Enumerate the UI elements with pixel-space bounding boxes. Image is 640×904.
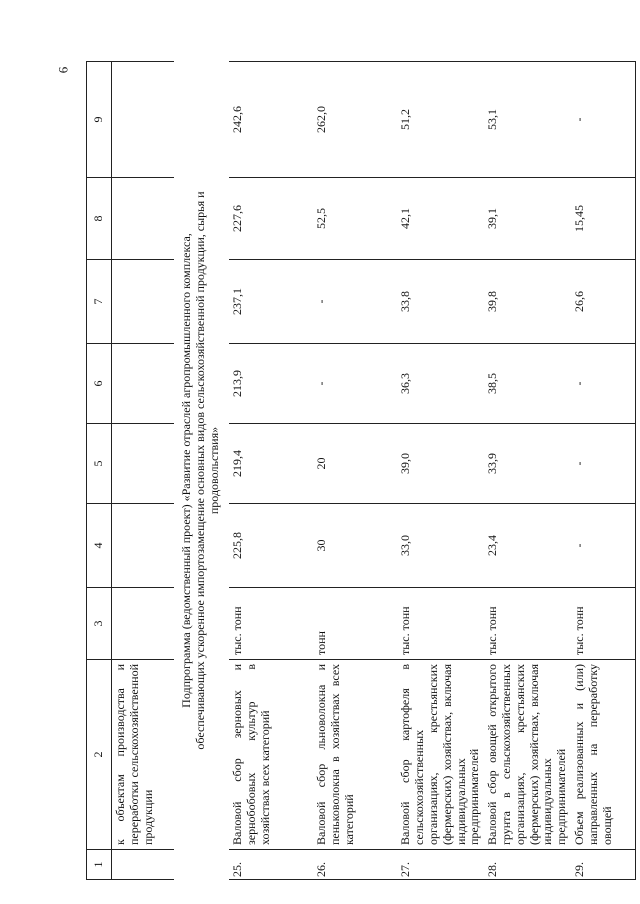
page-number: 6 xyxy=(55,66,71,74)
value-cell: 23,4 xyxy=(484,504,571,588)
header-cell: 4 xyxy=(87,504,112,588)
header-cell: 1 xyxy=(87,850,112,880)
continuation-text: к объектам производства и переработки сельскохозяйственной продукции xyxy=(112,660,175,850)
unit-cell: тыс. тонн xyxy=(484,588,571,660)
value-cell: 213,9 xyxy=(229,344,313,424)
value-cell: - xyxy=(313,260,397,344)
table-row xyxy=(484,62,571,880)
table-cell xyxy=(112,344,175,424)
value-cell: 51,2 xyxy=(397,62,484,178)
table-cell xyxy=(112,62,175,178)
table-row xyxy=(229,62,313,880)
subprogram-title: Подпрограмма (ведомственный проект) «Развитие отраслей агропромышленного комплекса, обеспечивающих ускоренное импортозамещение основных видов сельскохозяйственной продукции, сырья и продовольствия» xyxy=(179,191,221,750)
table-cell xyxy=(112,178,175,260)
value-cell: - xyxy=(571,424,636,504)
row-number: 28. xyxy=(484,850,571,880)
table-row xyxy=(313,62,397,880)
indicators-table xyxy=(86,61,636,880)
value-cell: 242,6 xyxy=(229,62,313,178)
value-cell: 39,0 xyxy=(397,424,484,504)
value-cell: 42,1 xyxy=(397,178,484,260)
value-cell: 33,9 xyxy=(484,424,571,504)
indicator-name: Валовой сбор льноволокна и пеньковолокна в хозяйствах всех категорий xyxy=(313,660,397,850)
value-cell: 39,8 xyxy=(484,260,571,344)
value-cell: - xyxy=(313,344,397,424)
value-cell: 38,5 xyxy=(484,344,571,424)
unit-cell: тыс. тонн xyxy=(229,588,313,660)
value-cell: - xyxy=(571,62,636,178)
value-cell: 33,8 xyxy=(397,260,484,344)
unit-cell: тыс. тонн xyxy=(397,588,484,660)
table-cell xyxy=(112,588,175,660)
value-cell: 219,4 xyxy=(229,424,313,504)
continuation-row xyxy=(112,62,175,880)
value-cell: 225,8 xyxy=(229,504,313,588)
value-cell: - xyxy=(571,344,636,424)
value-cell: 227,6 xyxy=(229,178,313,260)
header-cell: 5 xyxy=(87,424,112,504)
indicator-name: Валовой сбор картофеля в сельскохозяйственных организациях, крестьянских (фермерских) хозяйствах, включая индивидуальных предпринимателей xyxy=(397,660,484,850)
value-cell: 20 xyxy=(313,424,397,504)
value-cell: 33,0 xyxy=(397,504,484,588)
header-cell: 2 xyxy=(87,660,112,850)
value-cell: 262,0 xyxy=(313,62,397,178)
row-number: 26. xyxy=(313,850,397,880)
row-number: 29. xyxy=(571,850,636,880)
value-cell: 39,1 xyxy=(484,178,571,260)
header-cell: 8 xyxy=(87,178,112,260)
table-cell xyxy=(112,424,175,504)
header-cell: 3 xyxy=(87,588,112,660)
indicator-name: Объем реализованных и (или) направленных на переработку овощей xyxy=(571,660,636,850)
subprogram-cell xyxy=(174,62,229,880)
table-cell xyxy=(112,260,175,344)
header-cell: 6 xyxy=(87,344,112,424)
header-row xyxy=(87,62,112,880)
subprogram-row xyxy=(174,62,229,880)
value-cell: 36,3 xyxy=(397,344,484,424)
table-cell xyxy=(112,504,175,588)
indicator-name: Валовой сбор зерновых и зернобобовых культур в хозяйствах всех категорий xyxy=(229,660,313,850)
value-cell: - xyxy=(571,504,636,588)
value-cell: 26,6 xyxy=(571,260,636,344)
table-cell xyxy=(112,850,175,880)
value-cell: 53,1 xyxy=(484,62,571,178)
value-cell: 237,1 xyxy=(229,260,313,344)
header-cell: 9 xyxy=(87,62,112,178)
rotated-table-container xyxy=(86,62,640,880)
unit-cell: тыс. тонн xyxy=(571,588,636,660)
value-cell: 15,45 xyxy=(571,178,636,260)
header-cell: 7 xyxy=(87,260,112,344)
table-row xyxy=(571,62,636,880)
row-number: 27. xyxy=(397,850,484,880)
indicator-name: Валовой сбор овощей открытого грунта в сельскохозяйственных организациях, крестьянских (фермерских) хозяйствах, включая индивидуальных предпринимателей xyxy=(484,660,571,850)
value-cell: 30 xyxy=(313,504,397,588)
table-row xyxy=(397,62,484,880)
unit-cell: тонн xyxy=(313,588,397,660)
row-number: 25. xyxy=(229,850,313,880)
value-cell: 52,5 xyxy=(313,178,397,260)
